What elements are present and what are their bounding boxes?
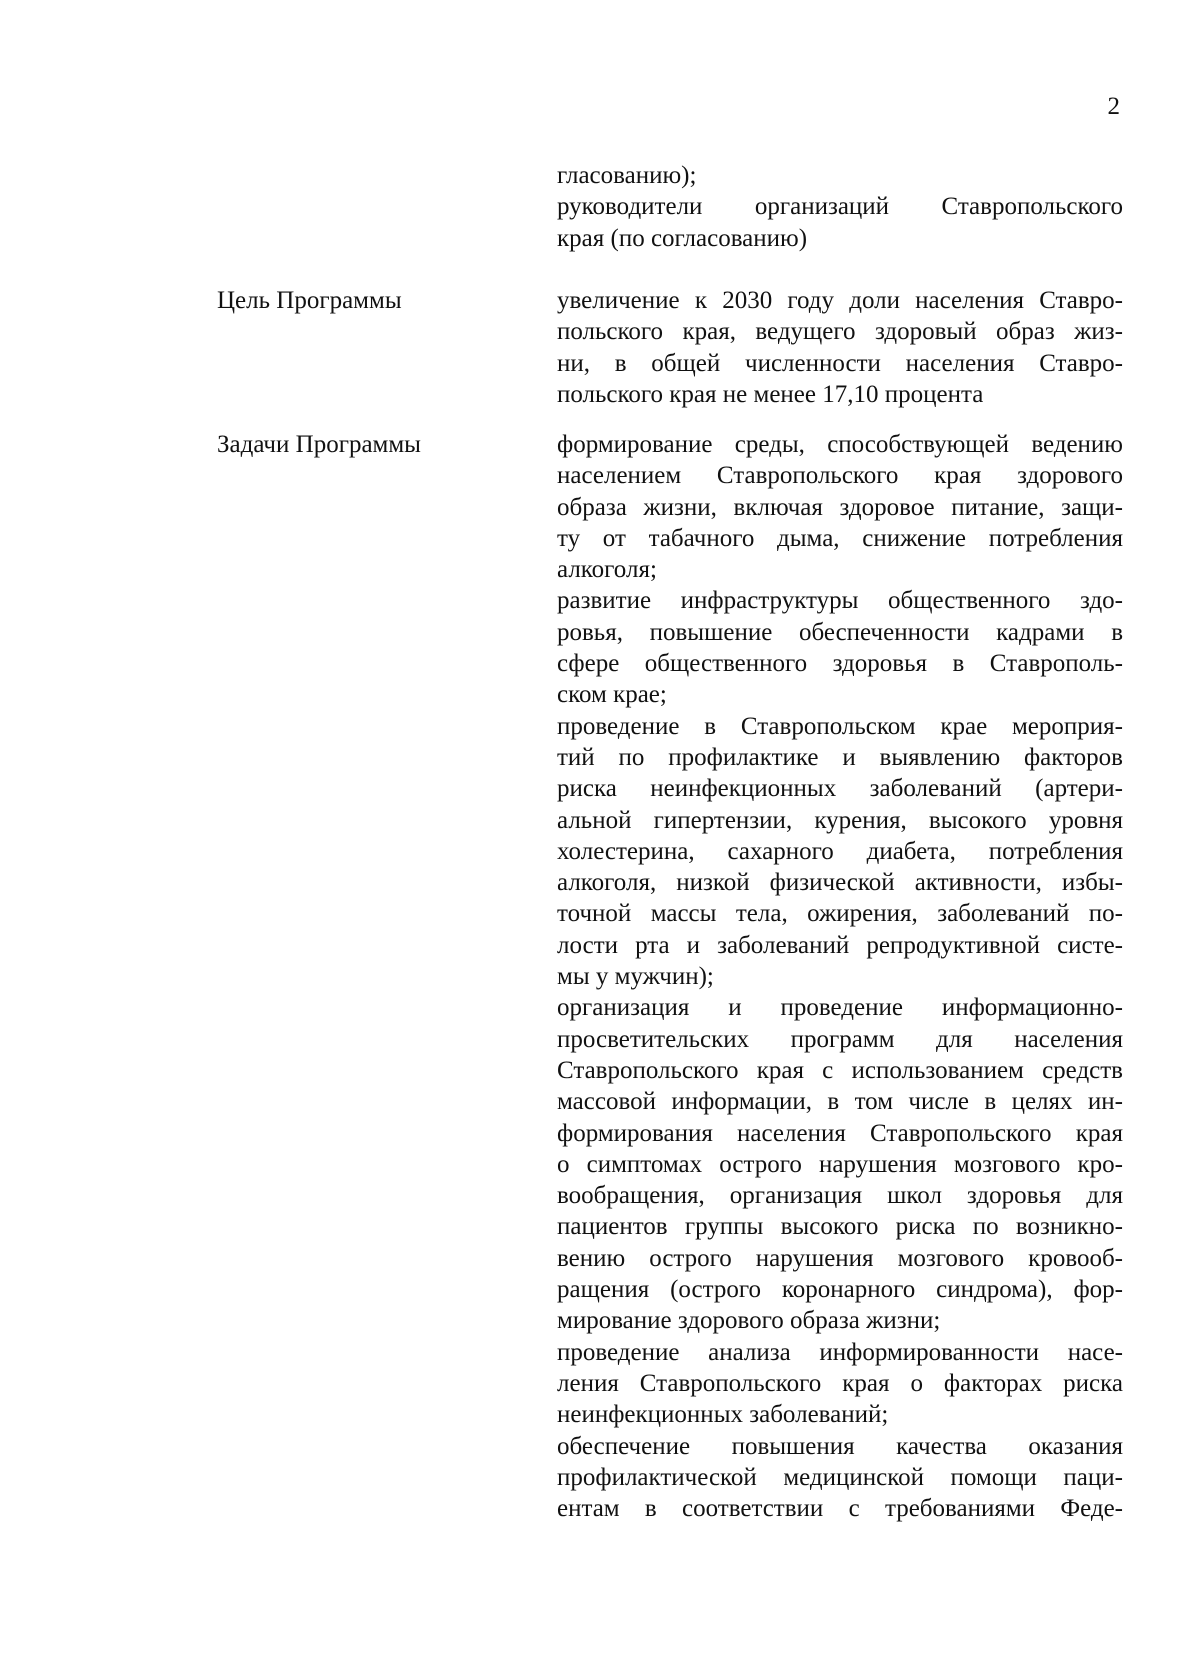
text-line: алкоголя, низкой физической активности, избы- xyxy=(557,869,1123,897)
text-line: тий по профилактике и выявлению факторов xyxy=(557,743,1123,771)
text-line: мы у мужчин); xyxy=(557,963,714,991)
text-line: вообращения, организация школ здоровья для xyxy=(557,1182,1123,1210)
text-line: ту от табачного дыма, снижение потребления xyxy=(557,524,1123,552)
text-line: вению острого нарушения мозгового кровооб- xyxy=(557,1244,1123,1272)
text-line: польского края, ведущего здоровый образ жиз- xyxy=(557,318,1123,346)
text-line: ления Ставропольского края о факторах риска xyxy=(557,1369,1123,1397)
text-line: пациентов группы высокого риска по возникно- xyxy=(557,1213,1123,1241)
text-line: польского края не менее 17,10 процента xyxy=(557,380,984,408)
tasks-text xyxy=(557,429,1123,1524)
text-line: гласованию); xyxy=(557,162,697,189)
text-line: формирования населения Ставропольского края xyxy=(557,1119,1123,1147)
goal-text xyxy=(557,285,1123,410)
text-line: края (по согласованию) xyxy=(557,224,808,252)
tasks-label: Задачи Программы xyxy=(217,431,421,458)
text-line: ни, в общей численности населения Ставро- xyxy=(557,349,1123,377)
text-line: ентам в соответствии с требованиями Феде- xyxy=(557,1495,1123,1523)
text-line: сфере общественного здоровья в Ставрополь- xyxy=(557,650,1123,678)
text-line: массовой информации, в том числе в целях ин- xyxy=(557,1088,1123,1116)
text-line: просветительских программ для населения xyxy=(557,1025,1123,1053)
text-line: мирование здорового образа жизни; xyxy=(557,1307,941,1335)
text-line: точной массы тела, ожирения, заболеваний по- xyxy=(557,900,1123,928)
text-line: неинфекционных заболеваний; xyxy=(557,1401,889,1429)
goal-label: Цель Программы xyxy=(217,287,402,314)
text-line: алкоголя; xyxy=(557,556,657,584)
text-line: развитие инфраструктуры общественного здо- xyxy=(557,587,1123,615)
text-line: о симптомах острого нарушения мозгового кро- xyxy=(557,1150,1123,1178)
text-line: населением Ставропольского края здорового xyxy=(557,462,1123,490)
text-line: проведение анализа информированности насе- xyxy=(557,1338,1123,1366)
text-line: альной гипертензии, курения, высокого уровня xyxy=(557,806,1123,834)
executors-text xyxy=(557,160,1123,254)
text-line: лости рта и заболеваний репродуктивной систе- xyxy=(557,931,1123,959)
text-line: риска неинфекционных заболеваний (артери- xyxy=(557,775,1123,803)
text-line: ращения (острого коронарного синдрома), фор- xyxy=(557,1276,1123,1304)
text-line: профилактической медицинской помощи паци- xyxy=(557,1463,1123,1491)
text-line: холестерина, сахарного диабета, потребления xyxy=(557,837,1123,865)
text-line: ском крае; xyxy=(557,681,667,709)
text-line: обеспечение повышения качества оказания xyxy=(557,1432,1123,1460)
text-line: Ставропольского края с использованием средств xyxy=(557,1056,1123,1084)
text-line: увеличение к 2030 году доли населения Ставро- xyxy=(557,287,1123,314)
text-line: формирование среды, способствующей ведению xyxy=(557,431,1123,458)
text-line: проведение в Ставропольском крае мероприя- xyxy=(557,712,1123,740)
text-line: ровья, повышение обеспеченности кадрами в xyxy=(557,618,1123,646)
text-line: организация и проведение информационно- xyxy=(557,994,1123,1022)
text-line: образа жизни, включая здоровое питание, защи- xyxy=(557,493,1123,521)
page-number: 2 xyxy=(1107,93,1120,120)
text-line: руководители организаций Ставропольского xyxy=(557,193,1123,221)
